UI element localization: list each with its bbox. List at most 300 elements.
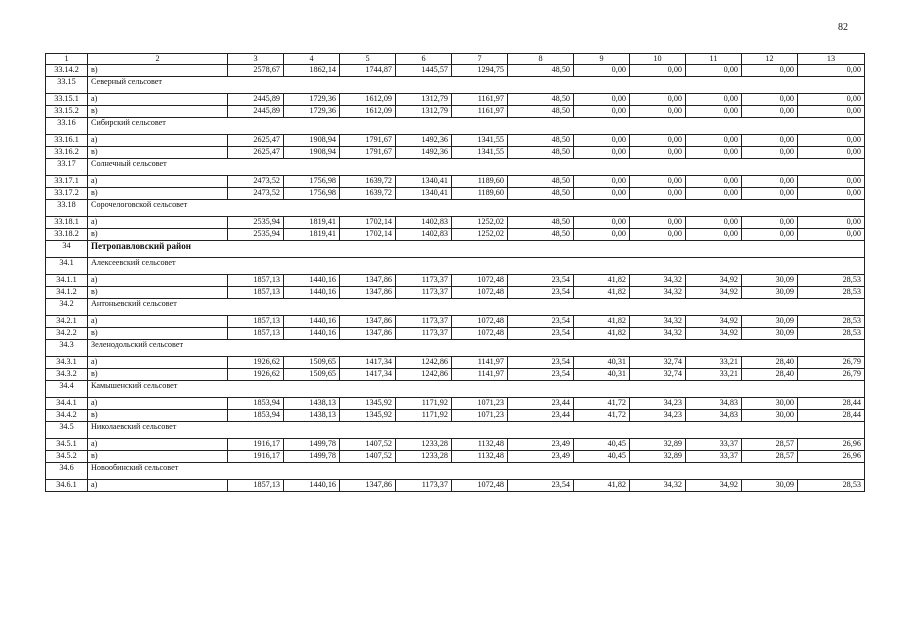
value-cell: 1819,41	[284, 217, 340, 229]
value-cell: 1173,37	[396, 275, 452, 287]
value-cell: 0,00	[630, 176, 686, 188]
value-cell: 0,00	[574, 217, 630, 229]
value-cell: 1791,67	[340, 135, 396, 147]
row-number: 34.3.1	[46, 357, 88, 369]
table-row	[46, 275, 865, 287]
row-number: 34.6.1	[46, 480, 88, 492]
value-cell: 1072,48	[452, 328, 508, 340]
column-header: 7	[452, 54, 508, 65]
value-cell: 23,54	[508, 287, 574, 299]
value-cell: 1440,16	[284, 328, 340, 340]
value-cell: 1639,72	[340, 176, 396, 188]
value-cell: 0,00	[742, 147, 798, 159]
value-cell: 28,53	[798, 275, 865, 287]
value-cell: 0,00	[798, 217, 865, 229]
value-cell: 1509,65	[284, 369, 340, 381]
value-cell: 0,00	[686, 176, 742, 188]
row-label: в)	[88, 410, 228, 422]
value-cell: 0,00	[574, 147, 630, 159]
value-cell: 41,82	[574, 287, 630, 299]
row-label: в)	[88, 369, 228, 381]
value-cell: 41,82	[574, 275, 630, 287]
table-row	[46, 94, 865, 106]
row-number: 33.18.2	[46, 229, 88, 241]
value-cell: 1407,52	[340, 451, 396, 463]
value-cell: 40,45	[574, 451, 630, 463]
value-cell: 0,00	[798, 94, 865, 106]
value-cell: 1857,13	[228, 328, 284, 340]
value-cell: 1071,23	[452, 398, 508, 410]
row-number: 34.2	[46, 299, 88, 316]
value-cell: 1340,41	[396, 176, 452, 188]
row-number: 34.1.1	[46, 275, 88, 287]
value-cell: 1173,37	[396, 316, 452, 328]
row-number: 33.17	[46, 159, 88, 176]
value-cell: 33,21	[686, 369, 742, 381]
value-cell: 23,44	[508, 398, 574, 410]
page-number: 82	[838, 22, 848, 33]
value-cell: 0,00	[630, 217, 686, 229]
value-cell: 1141,97	[452, 369, 508, 381]
row-number: 33.15.1	[46, 94, 88, 106]
value-cell: 1438,13	[284, 410, 340, 422]
value-cell: 0,00	[798, 229, 865, 241]
value-cell: 23,54	[508, 369, 574, 381]
value-cell: 1341,55	[452, 147, 508, 159]
settlement-name: Зеленодольский сельсовет	[88, 340, 865, 357]
value-cell: 1438,13	[284, 398, 340, 410]
value-cell: 1173,37	[396, 480, 452, 492]
value-cell: 1294,75	[452, 65, 508, 77]
value-cell: 1171,92	[396, 410, 452, 422]
row-number: 34.4.2	[46, 410, 88, 422]
row-number: 34.4	[46, 381, 88, 398]
value-cell: 23,49	[508, 439, 574, 451]
value-cell: 1417,34	[340, 369, 396, 381]
value-cell: 1702,14	[340, 217, 396, 229]
value-cell: 1729,36	[284, 106, 340, 118]
value-cell: 0,00	[742, 217, 798, 229]
settlement-row	[46, 340, 865, 357]
value-cell: 0,00	[742, 94, 798, 106]
row-number: 33.16	[46, 118, 88, 135]
value-cell: 2625,47	[228, 135, 284, 147]
column-header: 13	[798, 54, 865, 65]
row-number: 33.16.1	[46, 135, 88, 147]
row-number: 33.17.1	[46, 176, 88, 188]
value-cell: 1857,13	[228, 316, 284, 328]
table-row	[46, 369, 865, 381]
value-cell: 1445,57	[396, 65, 452, 77]
column-header: 5	[340, 54, 396, 65]
value-cell: 34,92	[686, 316, 742, 328]
value-cell: 1171,92	[396, 398, 452, 410]
value-cell: 0,00	[630, 147, 686, 159]
value-cell: 34,83	[686, 398, 742, 410]
table-row	[46, 451, 865, 463]
row-label: в)	[88, 229, 228, 241]
settlement-name: Новообинский сельсовет	[88, 463, 865, 480]
settlement-name: Николаевский сельсовет	[88, 422, 865, 439]
row-number: 34.5.1	[46, 439, 88, 451]
value-cell: 0,00	[686, 229, 742, 241]
value-cell: 33,37	[686, 439, 742, 451]
value-cell: 23,54	[508, 357, 574, 369]
settlement-row	[46, 258, 865, 275]
value-cell: 1756,98	[284, 188, 340, 200]
value-cell: 48,50	[508, 217, 574, 229]
row-label: а)	[88, 176, 228, 188]
value-cell: 0,00	[798, 106, 865, 118]
value-cell: 32,74	[630, 369, 686, 381]
table-row	[46, 147, 865, 159]
settlement-row	[46, 200, 865, 217]
value-cell: 1509,65	[284, 357, 340, 369]
value-cell: 26,96	[798, 439, 865, 451]
row-number: 34.3	[46, 340, 88, 357]
value-cell: 1857,13	[228, 275, 284, 287]
settlement-row	[46, 77, 865, 94]
row-number: 33.14.2	[46, 65, 88, 77]
row-label: в)	[88, 451, 228, 463]
value-cell: 34,32	[630, 275, 686, 287]
value-cell: 1702,14	[340, 229, 396, 241]
value-cell: 0,00	[630, 135, 686, 147]
value-cell: 0,00	[630, 65, 686, 77]
value-cell: 1853,94	[228, 410, 284, 422]
value-cell: 1340,41	[396, 188, 452, 200]
column-header: 8	[508, 54, 574, 65]
value-cell: 1132,48	[452, 451, 508, 463]
settlement-name: Сибирский сельсовет	[88, 118, 865, 135]
value-cell: 1347,86	[340, 328, 396, 340]
value-cell: 33,21	[686, 357, 742, 369]
row-label: а)	[88, 316, 228, 328]
value-cell: 1853,94	[228, 398, 284, 410]
column-header: 6	[396, 54, 452, 65]
value-cell: 30,09	[742, 275, 798, 287]
table-row	[46, 229, 865, 241]
value-cell: 1612,09	[340, 94, 396, 106]
row-number: 34.5.2	[46, 451, 88, 463]
row-label: а)	[88, 398, 228, 410]
value-cell: 1252,02	[452, 217, 508, 229]
row-number: 34.1.2	[46, 287, 88, 299]
value-cell: 1341,55	[452, 135, 508, 147]
value-cell: 34,32	[630, 480, 686, 492]
value-cell: 1440,16	[284, 287, 340, 299]
table-row	[46, 188, 865, 200]
row-number: 33.18	[46, 200, 88, 217]
value-cell: 1857,13	[228, 287, 284, 299]
value-cell: 30,09	[742, 316, 798, 328]
row-number: 34.2.2	[46, 328, 88, 340]
settlement-row	[46, 422, 865, 439]
table-row	[46, 398, 865, 410]
row-label: а)	[88, 357, 228, 369]
value-cell: 1347,86	[340, 316, 396, 328]
value-cell: 1612,09	[340, 106, 396, 118]
value-cell: 0,00	[574, 229, 630, 241]
row-label: а)	[88, 135, 228, 147]
header-row	[46, 54, 865, 65]
value-cell: 0,00	[574, 176, 630, 188]
value-cell: 48,50	[508, 65, 574, 77]
column-header: 1	[46, 54, 88, 65]
row-number: 34.5	[46, 422, 88, 439]
district-name: Петропавловский район	[88, 241, 865, 258]
value-cell: 1916,17	[228, 451, 284, 463]
value-cell: 1345,92	[340, 410, 396, 422]
value-cell: 30,00	[742, 410, 798, 422]
table-row	[46, 217, 865, 229]
value-cell: 1233,28	[396, 439, 452, 451]
value-cell: 23,49	[508, 451, 574, 463]
value-cell: 1857,13	[228, 480, 284, 492]
value-cell: 1791,67	[340, 147, 396, 159]
row-label: в)	[88, 106, 228, 118]
value-cell: 0,00	[630, 188, 686, 200]
value-cell: 30,09	[742, 287, 798, 299]
value-cell: 1926,62	[228, 357, 284, 369]
column-header: 3	[228, 54, 284, 65]
row-label: в)	[88, 188, 228, 200]
value-cell: 2445,89	[228, 94, 284, 106]
value-cell: 2625,47	[228, 147, 284, 159]
table-row	[46, 328, 865, 340]
row-label: а)	[88, 439, 228, 451]
value-cell: 0,00	[574, 65, 630, 77]
settlement-row	[46, 159, 865, 176]
value-cell: 28,44	[798, 398, 865, 410]
value-cell: 34,32	[630, 328, 686, 340]
value-cell: 23,54	[508, 328, 574, 340]
value-cell: 32,89	[630, 451, 686, 463]
value-cell: 1252,02	[452, 229, 508, 241]
value-cell: 1908,94	[284, 135, 340, 147]
value-cell: 1492,36	[396, 135, 452, 147]
value-cell: 1926,62	[228, 369, 284, 381]
value-cell: 1347,86	[340, 480, 396, 492]
value-cell: 1407,52	[340, 439, 396, 451]
value-cell: 0,00	[798, 65, 865, 77]
value-cell: 28,40	[742, 357, 798, 369]
value-cell: 34,92	[686, 480, 742, 492]
settlement-row	[46, 381, 865, 398]
value-cell: 1492,36	[396, 147, 452, 159]
value-cell: 1819,41	[284, 229, 340, 241]
row-number: 33.15	[46, 77, 88, 94]
value-cell: 1440,16	[284, 316, 340, 328]
value-cell: 0,00	[686, 106, 742, 118]
row-number: 33.17.2	[46, 188, 88, 200]
value-cell: 28,44	[798, 410, 865, 422]
value-cell: 0,00	[630, 229, 686, 241]
row-label: в)	[88, 147, 228, 159]
value-cell: 34,92	[686, 328, 742, 340]
value-cell: 1862,14	[284, 65, 340, 77]
row-number: 33.18.1	[46, 217, 88, 229]
value-cell: 33,37	[686, 451, 742, 463]
value-cell: 1499,78	[284, 451, 340, 463]
row-label: а)	[88, 94, 228, 106]
value-cell: 41,82	[574, 316, 630, 328]
value-cell: 2535,94	[228, 217, 284, 229]
column-header: 9	[574, 54, 630, 65]
value-cell: 1072,48	[452, 275, 508, 287]
settlement-name: Алексеевский сельсовет	[88, 258, 865, 275]
row-number: 33.15.2	[46, 106, 88, 118]
value-cell: 26,79	[798, 369, 865, 381]
value-cell: 1916,17	[228, 439, 284, 451]
settlement-row	[46, 299, 865, 316]
value-cell: 40,45	[574, 439, 630, 451]
value-cell: 0,00	[630, 106, 686, 118]
value-cell: 28,53	[798, 480, 865, 492]
value-cell: 48,50	[508, 176, 574, 188]
value-cell: 1242,86	[396, 357, 452, 369]
value-cell: 32,89	[630, 439, 686, 451]
value-cell: 1071,23	[452, 410, 508, 422]
value-cell: 0,00	[574, 188, 630, 200]
value-cell: 1417,34	[340, 357, 396, 369]
value-cell: 48,50	[508, 229, 574, 241]
value-cell: 28,57	[742, 451, 798, 463]
value-cell: 1402,83	[396, 229, 452, 241]
value-cell: 48,50	[508, 135, 574, 147]
value-cell: 1440,16	[284, 480, 340, 492]
value-cell: 0,00	[686, 188, 742, 200]
value-cell: 41,82	[574, 480, 630, 492]
value-cell: 23,54	[508, 275, 574, 287]
settlement-name: Северный сельсовет	[88, 77, 865, 94]
value-cell: 48,50	[508, 188, 574, 200]
value-cell: 40,31	[574, 369, 630, 381]
table-row	[46, 410, 865, 422]
row-number: 34.4.1	[46, 398, 88, 410]
value-cell: 1189,60	[452, 176, 508, 188]
column-header: 2	[88, 54, 228, 65]
value-cell: 23,54	[508, 480, 574, 492]
value-cell: 1173,37	[396, 287, 452, 299]
settlement-row	[46, 463, 865, 480]
value-cell: 1729,36	[284, 94, 340, 106]
row-number: 33.16.2	[46, 147, 88, 159]
value-cell: 30,09	[742, 328, 798, 340]
table-row	[46, 439, 865, 451]
column-header: 12	[742, 54, 798, 65]
table-row	[46, 316, 865, 328]
value-cell: 1242,86	[396, 369, 452, 381]
value-cell: 0,00	[574, 94, 630, 106]
row-number: 34.3.2	[46, 369, 88, 381]
value-cell: 1072,48	[452, 287, 508, 299]
settlement-name: Камышенский сельсовет	[88, 381, 865, 398]
value-cell: 1639,72	[340, 188, 396, 200]
value-cell: 41,72	[574, 410, 630, 422]
settlement-name: Сорочелоговской сельсовет	[88, 200, 865, 217]
row-label: а)	[88, 217, 228, 229]
value-cell: 1345,92	[340, 398, 396, 410]
row-label: в)	[88, 65, 228, 77]
value-cell: 34,83	[686, 410, 742, 422]
table-row	[46, 357, 865, 369]
value-cell: 1440,16	[284, 275, 340, 287]
value-cell: 1072,48	[452, 316, 508, 328]
value-cell: 26,79	[798, 357, 865, 369]
value-cell: 48,50	[508, 147, 574, 159]
value-cell: 1189,60	[452, 188, 508, 200]
value-cell: 0,00	[742, 176, 798, 188]
settlement-name: Антоньевский сельсовет	[88, 299, 865, 316]
value-cell: 23,54	[508, 316, 574, 328]
value-cell: 1402,83	[396, 217, 452, 229]
value-cell: 2473,52	[228, 176, 284, 188]
value-cell: 28,40	[742, 369, 798, 381]
value-cell: 2445,89	[228, 106, 284, 118]
column-header: 11	[686, 54, 742, 65]
value-cell: 0,00	[574, 135, 630, 147]
value-cell: 34,92	[686, 275, 742, 287]
value-cell: 1161,97	[452, 106, 508, 118]
settlement-row	[46, 118, 865, 135]
value-cell: 0,00	[798, 135, 865, 147]
value-cell: 0,00	[686, 94, 742, 106]
settlement-name: Солнечный сельсовет	[88, 159, 865, 176]
row-number: 34.6	[46, 463, 88, 480]
table-row	[46, 480, 865, 492]
value-cell: 28,53	[798, 316, 865, 328]
value-cell: 34,32	[630, 287, 686, 299]
value-cell: 0,00	[798, 176, 865, 188]
value-cell: 0,00	[798, 147, 865, 159]
value-cell: 0,00	[686, 135, 742, 147]
value-cell: 1072,48	[452, 480, 508, 492]
column-header: 10	[630, 54, 686, 65]
value-cell: 48,50	[508, 94, 574, 106]
value-cell: 2473,52	[228, 188, 284, 200]
row-number: 34	[46, 241, 88, 258]
value-cell: 41,82	[574, 328, 630, 340]
value-cell: 1161,97	[452, 94, 508, 106]
value-cell: 0,00	[742, 65, 798, 77]
value-cell: 41,72	[574, 398, 630, 410]
value-cell: 1132,48	[452, 439, 508, 451]
value-cell: 2535,94	[228, 229, 284, 241]
value-cell: 0,00	[742, 106, 798, 118]
value-cell: 2578,67	[228, 65, 284, 77]
value-cell: 1312,79	[396, 94, 452, 106]
value-cell: 1347,86	[340, 287, 396, 299]
value-cell: 30,09	[742, 480, 798, 492]
row-label: а)	[88, 480, 228, 492]
value-cell: 0,00	[798, 188, 865, 200]
value-cell: 0,00	[574, 106, 630, 118]
value-cell: 34,23	[630, 410, 686, 422]
row-label: в)	[88, 287, 228, 299]
value-cell: 34,23	[630, 398, 686, 410]
value-cell: 1756,98	[284, 176, 340, 188]
value-cell: 0,00	[742, 229, 798, 241]
value-cell: 0,00	[686, 147, 742, 159]
value-cell: 23,44	[508, 410, 574, 422]
value-cell: 1233,28	[396, 451, 452, 463]
row-number: 34.1	[46, 258, 88, 275]
value-cell: 1744,87	[340, 65, 396, 77]
value-cell: 1312,79	[396, 106, 452, 118]
value-cell: 28,53	[798, 328, 865, 340]
value-cell: 1141,97	[452, 357, 508, 369]
